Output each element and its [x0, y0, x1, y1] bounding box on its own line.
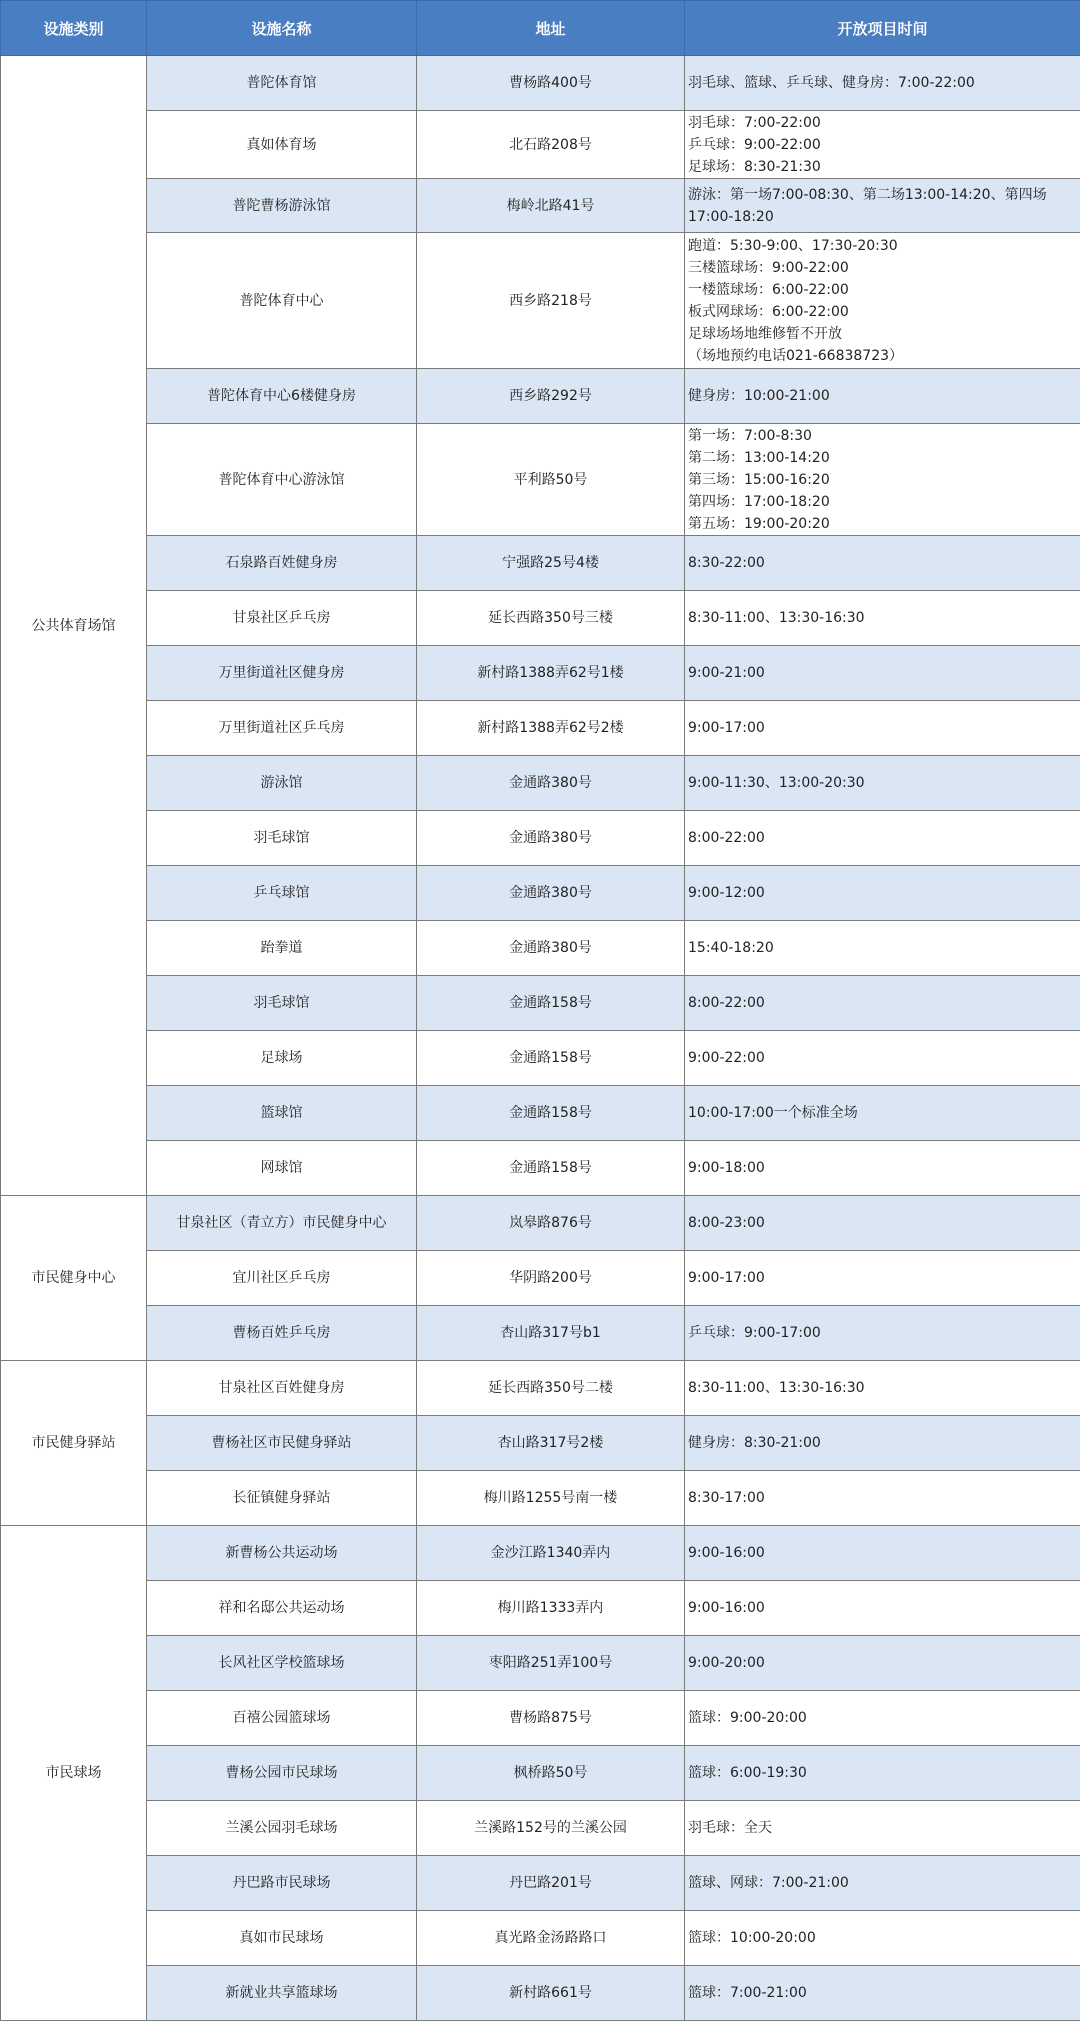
- facility-name-cell: 普陀体育中心: [147, 233, 417, 369]
- hours-cell: 羽毛球、篮球、乒乓球、健身房：7:00-22:00: [685, 56, 1080, 111]
- hours-cell: 乒乓球：9:00-17:00: [685, 1306, 1080, 1361]
- header-category: 设施类别: [1, 1, 147, 56]
- hours-cell: 9:00-16:00: [685, 1526, 1080, 1581]
- address-cell: 梅岭北路41号: [417, 179, 685, 233]
- table-header-row: [1, 1, 1080, 56]
- hours-cell: 9:00-22:00: [685, 1031, 1080, 1086]
- table-row: [1, 179, 1080, 233]
- facility-name-cell: 新曹杨公共运动场: [147, 1526, 417, 1581]
- address-cell: 真光路金汤路路口: [417, 1911, 685, 1966]
- hours-cell: 第一场：7:00-8:30 第二场：13:00-14:20 第三场：15:00-16:20 第四场：17:00-18:20 第五场：19:00-20:20: [685, 424, 1080, 536]
- hours-cell: 8:00-22:00: [685, 976, 1080, 1031]
- hours-cell: 篮球：9:00-20:00: [685, 1691, 1080, 1746]
- hours-cell: 篮球：10:00-20:00: [685, 1911, 1080, 1966]
- address-cell: 西乡路292号: [417, 369, 685, 424]
- facility-name-cell: 新就业共享篮球场: [147, 1966, 417, 2021]
- header-hours: 开放项目时间: [685, 1, 1080, 56]
- facility-name-cell: 曹杨社区市民健身驿站: [147, 1416, 417, 1471]
- address-cell: 北石路208号: [417, 111, 685, 179]
- facility-name-cell: 网球馆: [147, 1141, 417, 1196]
- address-cell: 梅川路1255号南一楼: [417, 1471, 685, 1526]
- category-cell: 公共体育场馆: [1, 56, 147, 1196]
- address-cell: 枣阳路251弄100号: [417, 1636, 685, 1691]
- address-cell: 曹杨路400号: [417, 56, 685, 111]
- address-cell: 兰溪路152号的兰溪公园: [417, 1801, 685, 1856]
- hours-cell: 篮球：7:00-21:00: [685, 1966, 1080, 2021]
- facility-name-cell: 丹巴路市民球场: [147, 1856, 417, 1911]
- address-cell: 岚皋路876号: [417, 1196, 685, 1251]
- table-row: [1, 1306, 1080, 1361]
- facility-name-cell: 曹杨公园市民球场: [147, 1746, 417, 1801]
- table-row: [1, 646, 1080, 701]
- address-cell: 金通路380号: [417, 866, 685, 921]
- table-row: [1, 1251, 1080, 1306]
- facility-name-cell: 石泉路百姓健身房: [147, 536, 417, 591]
- table-row: [1, 369, 1080, 424]
- facility-name-cell: 曹杨百姓乒乓房: [147, 1306, 417, 1361]
- table-row: [1, 1801, 1080, 1856]
- hours-cell: 9:00-16:00: [685, 1581, 1080, 1636]
- hours-cell: 15:40-18:20: [685, 921, 1080, 976]
- facility-name-cell: 足球场: [147, 1031, 417, 1086]
- table-row: [1, 56, 1080, 111]
- facility-name-cell: 普陀体育馆: [147, 56, 417, 111]
- hours-cell: 9:00-20:00: [685, 1636, 1080, 1691]
- facility-name-cell: 乒乓球馆: [147, 866, 417, 921]
- hours-cell: 9:00-11:30、13:00-20:30: [685, 756, 1080, 811]
- category-cell: 市民球场: [1, 1526, 147, 2021]
- hours-cell: 8:00-23:00: [685, 1196, 1080, 1251]
- address-cell: 延长西路350号三楼: [417, 591, 685, 646]
- table-body: [1, 56, 1080, 2021]
- header-name: 设施名称: [147, 1, 417, 56]
- table-row: [1, 536, 1080, 591]
- address-cell: 枫桥路50号: [417, 1746, 685, 1801]
- table-row: [1, 1361, 1080, 1416]
- address-cell: 杏山路317号2楼: [417, 1416, 685, 1471]
- address-cell: 延长西路350号二楼: [417, 1361, 685, 1416]
- facility-name-cell: 甘泉社区百姓健身房: [147, 1361, 417, 1416]
- facility-name-cell: 普陀体育中心6楼健身房: [147, 369, 417, 424]
- table-row: [1, 1691, 1080, 1746]
- table-row: [1, 1966, 1080, 2021]
- hours-cell: 羽毛球：7:00-22:00 乒乓球：9:00-22:00 足球场：8:30-21:30: [685, 111, 1080, 179]
- facility-name-cell: 跆拳道: [147, 921, 417, 976]
- hours-cell: 9:00-17:00: [685, 1251, 1080, 1306]
- hours-cell: 8:30-22:00: [685, 536, 1080, 591]
- table-row: [1, 424, 1080, 536]
- address-cell: 金通路158号: [417, 1141, 685, 1196]
- address-cell: 丹巴路201号: [417, 1856, 685, 1911]
- table-row: [1, 1636, 1080, 1691]
- facility-name-cell: 宜川社区乒乓房: [147, 1251, 417, 1306]
- table-row: [1, 921, 1080, 976]
- table-row: [1, 1746, 1080, 1801]
- facility-name-cell: 万里街道社区乒乓房: [147, 701, 417, 756]
- facility-name-cell: 普陀曹杨游泳馆: [147, 179, 417, 233]
- address-cell: 平利路50号: [417, 424, 685, 536]
- table-row: [1, 1911, 1080, 1966]
- address-cell: 金通路158号: [417, 1031, 685, 1086]
- address-cell: 金通路158号: [417, 976, 685, 1031]
- hours-cell: 10:00-17:00一个标准全场: [685, 1086, 1080, 1141]
- address-cell: 新村路1388弄62号1楼: [417, 646, 685, 701]
- facility-name-cell: 羽毛球馆: [147, 811, 417, 866]
- table-row: [1, 866, 1080, 921]
- hours-cell: 8:00-22:00: [685, 811, 1080, 866]
- table-row: [1, 756, 1080, 811]
- hours-cell: 健身房：8:30-21:00: [685, 1416, 1080, 1471]
- address-cell: 新村路1388弄62号2楼: [417, 701, 685, 756]
- address-cell: 西乡路218号: [417, 233, 685, 369]
- hours-cell: 篮球、网球：7:00-21:00: [685, 1856, 1080, 1911]
- address-cell: 梅川路1333弄内: [417, 1581, 685, 1636]
- hours-cell: 羽毛球：全天: [685, 1801, 1080, 1856]
- facility-name-cell: 祥和名邸公共运动场: [147, 1581, 417, 1636]
- facility-name-cell: 甘泉社区（青立方）市民健身中心: [147, 1196, 417, 1251]
- table-row: [1, 976, 1080, 1031]
- header-address: 地址: [417, 1, 685, 56]
- facility-name-cell: 羽毛球馆: [147, 976, 417, 1031]
- address-cell: 杏山路317号b1: [417, 1306, 685, 1361]
- address-cell: 金通路380号: [417, 756, 685, 811]
- facility-name-cell: 兰溪公园羽毛球场: [147, 1801, 417, 1856]
- address-cell: 宁强路25号4楼: [417, 536, 685, 591]
- facility-name-cell: 真如体育场: [147, 111, 417, 179]
- hours-cell: 健身房：10:00-21:00: [685, 369, 1080, 424]
- category-cell: 市民健身中心: [1, 1196, 147, 1361]
- table-row: [1, 111, 1080, 179]
- table-row: [1, 233, 1080, 369]
- hours-cell: 篮球：6:00-19:30: [685, 1746, 1080, 1801]
- hours-cell: 跑道：5:30-9:00、17:30-20:30 三楼篮球场：9:00-22:00 一楼篮球场：6:00-22:00 板式网球场：6:00-22:00 足球场场地维修暂不开放 （场地预约电话021-66838723）: [685, 233, 1080, 369]
- category-cell: 市民健身驿站: [1, 1361, 147, 1526]
- hours-cell: 9:00-17:00: [685, 701, 1080, 756]
- address-cell: 金通路158号: [417, 1086, 685, 1141]
- address-cell: 曹杨路875号: [417, 1691, 685, 1746]
- table-row: [1, 701, 1080, 756]
- hours-cell: 8:30-11:00、13:30-16:30: [685, 591, 1080, 646]
- facility-name-cell: 长征镇健身驿站: [147, 1471, 417, 1526]
- table-row: [1, 811, 1080, 866]
- hours-cell: 8:30-17:00: [685, 1471, 1080, 1526]
- table-row: [1, 1856, 1080, 1911]
- address-cell: 金沙江路1340弄内: [417, 1526, 685, 1581]
- table-row: [1, 1581, 1080, 1636]
- table-row: [1, 591, 1080, 646]
- facility-name-cell: 普陀体育中心游泳馆: [147, 424, 417, 536]
- address-cell: 华阴路200号: [417, 1251, 685, 1306]
- hours-cell: 8:30-11:00、13:30-16:30: [685, 1361, 1080, 1416]
- address-cell: 新村路661号: [417, 1966, 685, 2021]
- facility-name-cell: 篮球馆: [147, 1086, 417, 1141]
- table-row: [1, 1471, 1080, 1526]
- table-row: [1, 1196, 1080, 1251]
- facility-name-cell: 长风社区学校篮球场: [147, 1636, 417, 1691]
- hours-cell: 游泳：第一场7:00-08:30、第二场13:00-14:20、第四场17:00-18:20: [685, 179, 1080, 233]
- facility-name-cell: 甘泉社区乒乓房: [147, 591, 417, 646]
- hours-cell: 9:00-12:00: [685, 866, 1080, 921]
- address-cell: 金通路380号: [417, 921, 685, 976]
- table-row: [1, 1416, 1080, 1471]
- hours-cell: 9:00-18:00: [685, 1141, 1080, 1196]
- hours-cell: 9:00-21:00: [685, 646, 1080, 701]
- facility-name-cell: 真如市民球场: [147, 1911, 417, 1966]
- table-row: [1, 1031, 1080, 1086]
- facility-name-cell: 万里街道社区健身房: [147, 646, 417, 701]
- table-row: [1, 1141, 1080, 1196]
- table-row: [1, 1526, 1080, 1581]
- table-row: [1, 1086, 1080, 1141]
- address-cell: 金通路380号: [417, 811, 685, 866]
- facility-name-cell: 百禧公园篮球场: [147, 1691, 417, 1746]
- facility-name-cell: 游泳馆: [147, 756, 417, 811]
